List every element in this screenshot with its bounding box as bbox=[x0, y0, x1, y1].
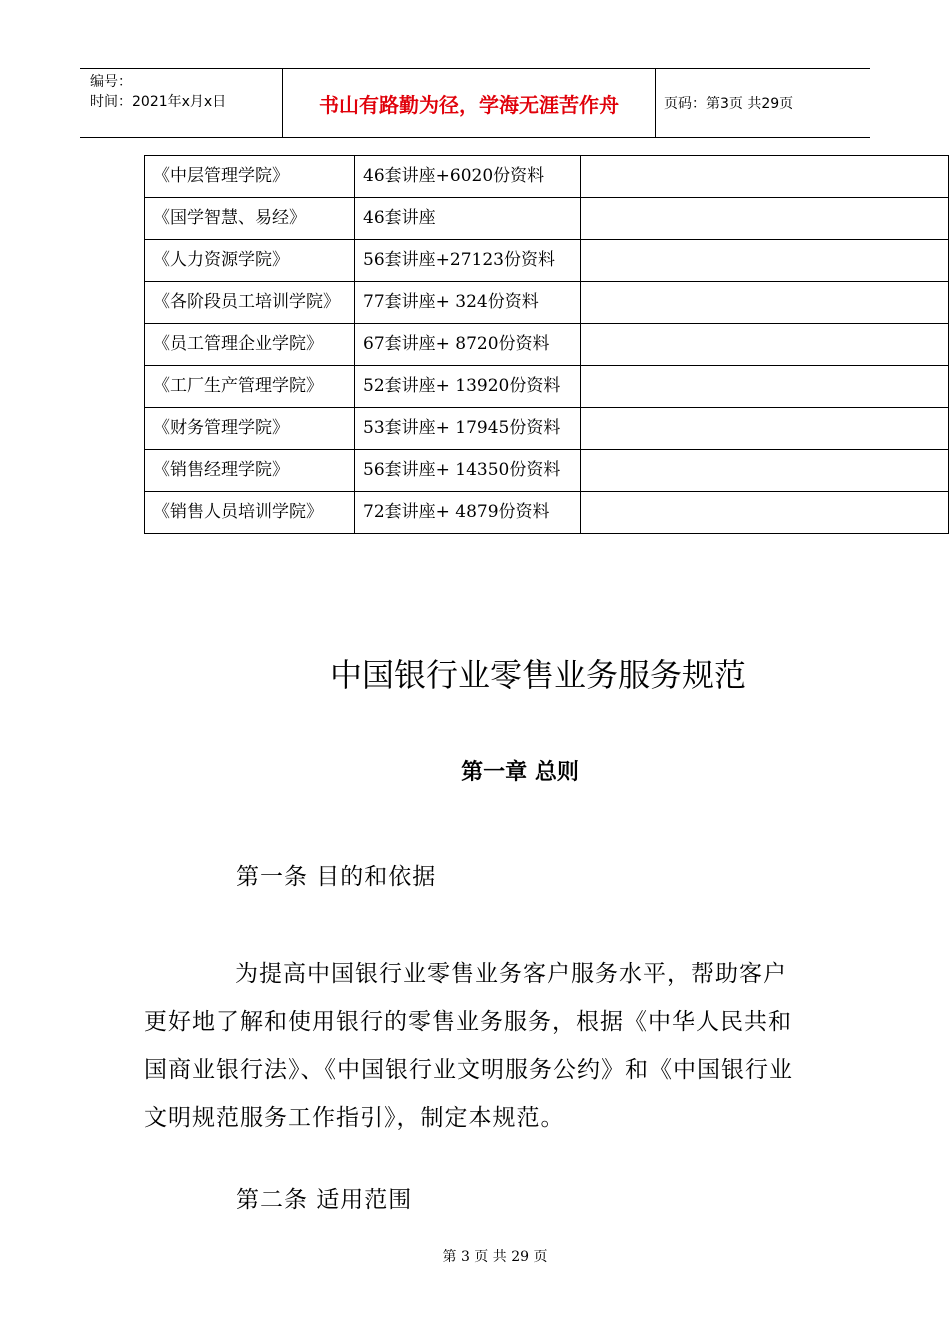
table-cell-content: 53套讲座+ 17945份资料 bbox=[355, 408, 581, 450]
table-cell-name: 《财务管理学院》 bbox=[145, 408, 355, 450]
table-cell-content: 67套讲座+ 8720份资料 bbox=[355, 324, 581, 366]
article-1-paragraph: 为提高中国银行业零售业务客户服务水平，帮助客户更好地了解和使用银行的零售业务服务，根据《中华人民共和国商业银行法》、《中国银行业文明服务公约》和《中国银行业文明规范服务工作指引》，制定本规范。 bbox=[144, 961, 793, 1131]
article-2-heading: 第二条 适用范围 bbox=[236, 1187, 413, 1213]
table-cell-content: 56套讲座+27123份资料 bbox=[355, 240, 581, 282]
table-cell-name: 《销售经理学院》 bbox=[145, 450, 355, 492]
table-row bbox=[145, 240, 949, 282]
header-motto: 书山有路勤为径，学海无涯苦作舟 bbox=[283, 69, 656, 137]
page-footer: 第 3 页 共 29 页 bbox=[442, 1249, 548, 1265]
table-cell-content: 56套讲座+ 14350份资料 bbox=[355, 450, 581, 492]
table-cell-content: 77套讲座+ 324份资料 bbox=[355, 282, 581, 324]
table-cell-extra bbox=[581, 324, 949, 366]
header-date: 时间：2021年x月x日 bbox=[90, 94, 227, 110]
table-cell-name: 《人力资源学院》 bbox=[145, 240, 355, 282]
table-cell-name: 《中层管理学院》 bbox=[145, 156, 355, 198]
table-cell-content: 72套讲座+ 4879份资料 bbox=[355, 492, 581, 534]
table-row bbox=[145, 282, 949, 324]
header-page-info: 页码：第3页 共29页 bbox=[664, 96, 794, 112]
table-cell-extra bbox=[581, 408, 949, 450]
article-1-heading: 第一条 目的和依据 bbox=[236, 864, 437, 890]
table-row bbox=[145, 156, 949, 198]
page-header bbox=[80, 68, 870, 138]
table-cell-extra bbox=[581, 198, 949, 240]
table-row bbox=[145, 366, 949, 408]
table-row bbox=[145, 408, 949, 450]
header-number: 编号： bbox=[90, 74, 132, 90]
table-cell-name: 《各阶段员工培训学院》 bbox=[145, 282, 355, 324]
table-cell-content: 52套讲座+ 13920份资料 bbox=[355, 366, 581, 408]
table-cell-extra bbox=[581, 366, 949, 408]
table-row bbox=[145, 324, 949, 366]
table-row bbox=[145, 198, 949, 240]
table-cell-content: 46套讲座 bbox=[355, 198, 581, 240]
table-cell-name: 《工厂生产管理学院》 bbox=[145, 366, 355, 408]
document-title: 中国银行业零售业务服务规范 bbox=[329, 656, 746, 694]
table-cell-name: 《员工管理企业学院》 bbox=[145, 324, 355, 366]
table-cell-name: 《销售人员培训学院》 bbox=[145, 492, 355, 534]
header-meta bbox=[80, 69, 283, 137]
table-row bbox=[145, 492, 949, 534]
table-cell-extra bbox=[581, 282, 949, 324]
table-cell-content: 46套讲座+6020份资料 bbox=[355, 156, 581, 198]
chapter-heading: 第一章 总则 bbox=[461, 760, 579, 785]
table-cell-extra bbox=[581, 156, 949, 198]
table-cell-extra bbox=[581, 240, 949, 282]
table-cell-extra bbox=[581, 450, 949, 492]
table-cell-extra bbox=[581, 492, 949, 534]
table-cell-name: 《国学智慧、易经》 bbox=[145, 198, 355, 240]
table-row bbox=[145, 450, 949, 492]
course-table bbox=[144, 155, 949, 534]
